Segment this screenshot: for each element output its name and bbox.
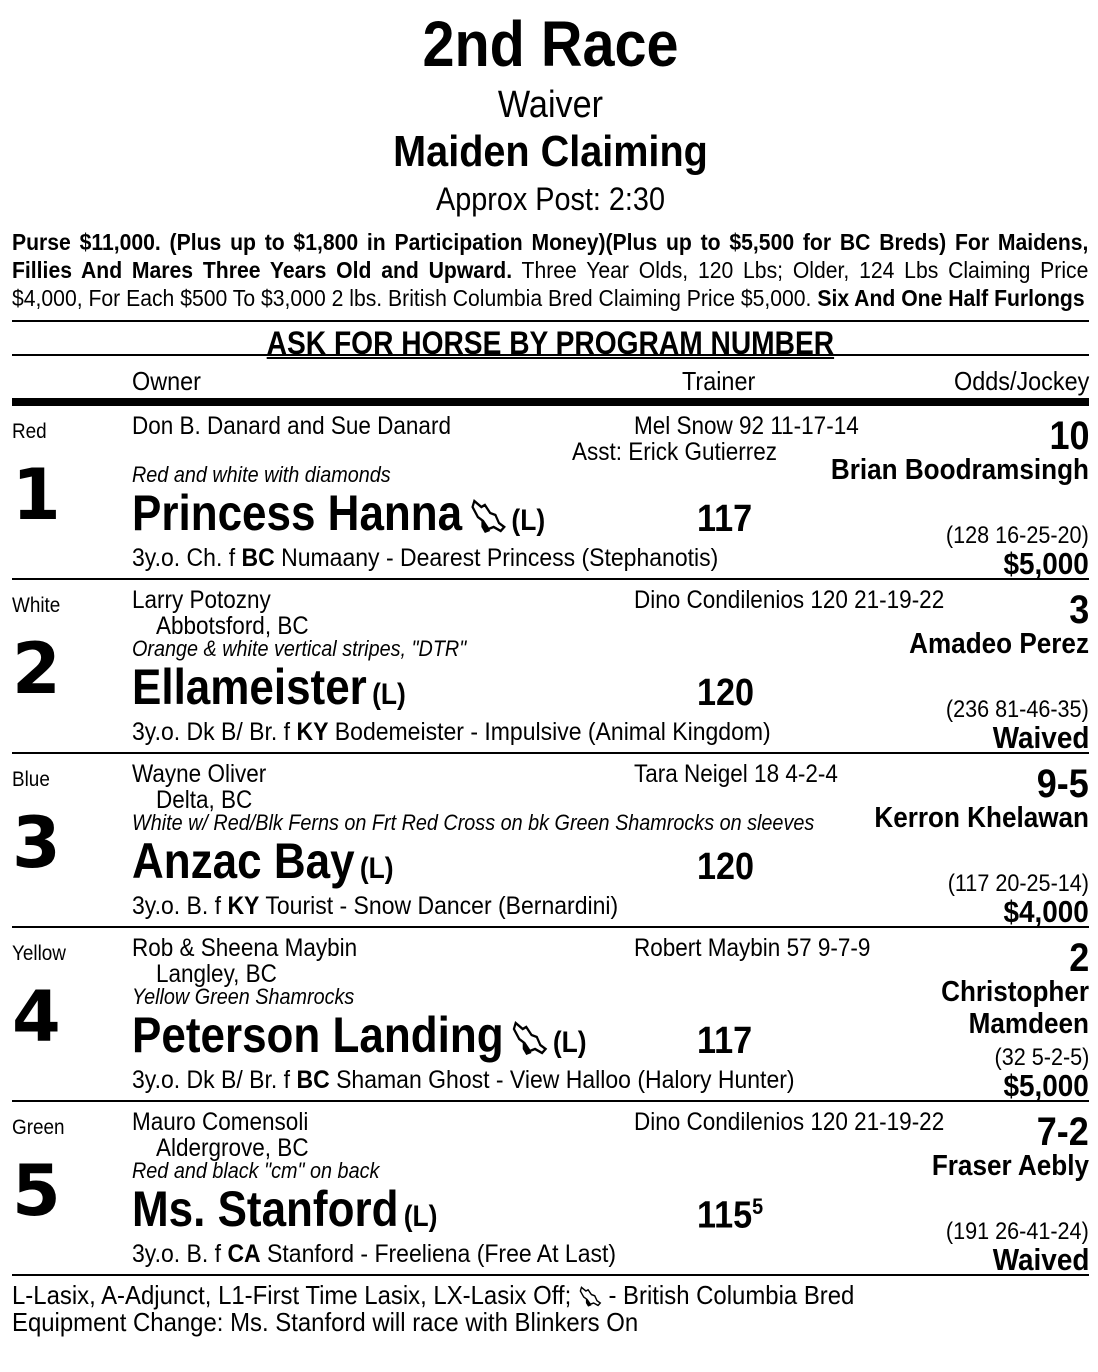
jockey-stats: (128 16-25-20) (946, 522, 1089, 549)
footer (12, 1282, 1003, 1336)
morning-line-odds: 9-5 (1036, 762, 1089, 806)
horse-name-line (132, 1006, 587, 1064)
weight (697, 1020, 752, 1063)
pedigree-state: KY (296, 718, 329, 746)
owner: Mauro Comensoli (132, 1108, 309, 1136)
jockey: Brian Boodramsingh (830, 454, 1089, 486)
morning-line-odds: 3 (1068, 588, 1089, 632)
weight-value: 120 (697, 672, 755, 714)
morning-line-odds: 2 (1068, 936, 1089, 980)
pedigree-age-sex: 3y.o. B. f (132, 892, 228, 920)
equipment-change: Equipment Change: Ms. Stanford will race with Blinkers On (12, 1307, 639, 1338)
claiming-price: $4,000 (1003, 894, 1089, 929)
pedigree (132, 1240, 616, 1269)
program-number: 4 (12, 976, 61, 1058)
silks-description: White w/ Red/Blk Ferns on Frt Red Cross on bk Green Shamrocks on sleeves (132, 810, 815, 835)
owner-location: Aldergrove, BC (156, 1134, 309, 1162)
trainer: Robert Maybin 57 9-7-9 (634, 934, 871, 962)
race-header (12, 4, 1089, 220)
entry-row (12, 1102, 1089, 1276)
program-number: 3 (12, 802, 61, 884)
horse-name: Princess Hanna (132, 485, 463, 541)
ask-banner-wrap (12, 320, 1089, 361)
silks-description: Yellow Green Shamrocks (132, 984, 355, 1009)
entry-row (12, 580, 1089, 754)
medication: (L) (552, 1026, 587, 1059)
pedigree-age-sex: 3y.o. B. f (132, 1240, 228, 1268)
jockey-stats: (236 81-46-35) (946, 696, 1089, 723)
pedigree-age-sex: 3y.o. Dk B/ Br. f (132, 1066, 297, 1094)
assistant-trainer: Asst: Erick Gutierrez (572, 438, 778, 466)
pedigree-state: BC (241, 544, 275, 572)
jockey: Christopher Mamdeen (941, 976, 1089, 1040)
horse-name: Peterson Landing (132, 1007, 504, 1063)
saddlecloth-color: Red (12, 420, 47, 443)
pedigree-state: BC (296, 1066, 330, 1094)
medication: (L) (372, 678, 406, 711)
entry-row (12, 406, 1089, 580)
pedigree-age-sex: 3y.o. Ch. f (132, 544, 242, 572)
morning-line-odds: 7-2 (1036, 1110, 1089, 1154)
pedigree-state: KY (227, 892, 260, 920)
column-headers (12, 356, 1089, 398)
ask-banner: ASK FOR HORSE BY PROGRAM NUMBER (266, 325, 835, 361)
bc-bred-icon (578, 1285, 602, 1309)
pedigree-breeding: Bodemeister - Impulsive (Animal Kingdom) (328, 718, 771, 746)
race-conditions (12, 228, 1088, 312)
horse-name-line (132, 832, 394, 890)
trainer: Tara Neigel 18 4-2-4 (634, 760, 838, 788)
horse-name-line (132, 484, 545, 542)
bc-bred-icon (511, 1019, 548, 1059)
owner: Rob & Sheena Maybin (132, 934, 358, 962)
pedigree-breeding: Shaman Ghost - View Halloo (Halory Hunter) (329, 1066, 795, 1094)
program-number: 1 (12, 454, 61, 536)
pedigree (132, 544, 718, 573)
col-odds-jockey: Odds/Jockey (953, 366, 1089, 396)
entry-row (12, 754, 1089, 928)
weight (697, 1194, 763, 1238)
saddlecloth-color: Blue (12, 768, 50, 791)
pedigree-age-sex: 3y.o. Dk B/ Br. f (132, 718, 297, 746)
horse-name: Ms. Stanford (132, 1181, 399, 1237)
jockey: Fraser Aebly (931, 1150, 1089, 1182)
medication: (L) (359, 852, 394, 885)
jockey-stats: (117 20-25-14) (947, 870, 1089, 897)
horse-name: Ellameister (132, 659, 367, 715)
owner: Don B. Danard and Sue Danard (132, 412, 451, 440)
race-title: 2nd Race (422, 8, 679, 80)
claiming-price: Waived (992, 1242, 1089, 1277)
weight (697, 498, 752, 541)
conditions-purse: Purse $11,000. (Plus up to $1,800 in Participation Money)(Plus up to $5,500 for BC Breds) For Maidens, Fillies And Mares Three Years Old and Upward. (12, 229, 1089, 283)
trainer: Dino Condilenios 120 21-19-22 (634, 1108, 945, 1136)
pedigree-breeding: Stanford - Freeliena (Free At Last) (260, 1240, 617, 1268)
claiming-price: Waived (992, 720, 1089, 755)
weight-value: 117 (697, 1020, 753, 1062)
weight (697, 672, 754, 715)
legend (12, 1282, 1003, 1309)
pedigree (132, 892, 618, 921)
weight-value: 120 (697, 846, 755, 888)
weight-value: 115 (697, 1194, 753, 1237)
conditions-weights: Three Year Olds, 120 Lbs; Older, 124 Lbs Claiming Price $4,000, For Each $500 To $3,000 2 lbs. British Columbia Bred Claiming Price $5,000. (12, 257, 1089, 311)
pedigree-breeding: Tourist - Snow Dancer (Bernardini) (259, 892, 619, 920)
owner-location: Delta, BC (156, 786, 253, 814)
program-number: 2 (12, 628, 61, 710)
jockey-stats: (32 5-2-5) (994, 1044, 1089, 1071)
owner-location: Abbotsford, BC (156, 612, 309, 640)
silks-description: Orange & white vertical stripes, "DTR" (132, 636, 467, 661)
bc-bred-icon (469, 497, 506, 537)
horse-name-line (132, 1180, 437, 1238)
program-number: 5 (12, 1150, 61, 1232)
owner: Larry Potozny (132, 586, 271, 614)
trainer: Mel Snow 92 11-17-14 (634, 412, 859, 440)
saddlecloth-color: Green (12, 1116, 65, 1139)
trainer: Dino Condilenios 120 21-19-22 (634, 586, 945, 614)
jockey: Kerron Khelawan (874, 802, 1089, 834)
pedigree (132, 1066, 795, 1095)
jockey-stats: (191 26-41-24) (946, 1218, 1089, 1245)
saddlecloth-color: White (12, 594, 61, 617)
post-time: Approx Post: 2:30 (436, 181, 665, 217)
medication: (L) (511, 504, 546, 537)
weight (697, 846, 754, 889)
col-owner: Owner (132, 366, 201, 396)
legend-bc-text: - British Columbia Bred (601, 1280, 855, 1310)
pedigree-breeding: Numaany - Dearest Princess (Stephanotis) (274, 544, 719, 572)
conditions-distance: Six And One Half Furlongs (817, 285, 1085, 311)
race-type: Maiden Claiming (393, 127, 708, 176)
entry-row (12, 928, 1089, 1102)
silks-description: Red and white with diamonds (132, 462, 391, 487)
morning-line-odds: 10 (1048, 414, 1089, 458)
medication: (L) (403, 1200, 438, 1233)
claiming-price: $5,000 (1003, 546, 1089, 581)
legend-text: L-Lasix, A-Adjunct, L1-First Time Lasix, LX-Lasix Off; (12, 1280, 578, 1310)
owner: Wayne Oliver (132, 760, 267, 788)
race-program-page (12, 0, 1089, 1336)
horse-name-line (132, 658, 406, 716)
header-rule (12, 398, 1089, 406)
saddlecloth-color: Yellow (12, 942, 66, 965)
col-trainer: Trainer (682, 366, 756, 396)
horse-name: Anzac Bay (132, 833, 355, 889)
pedigree-state: CA (227, 1240, 261, 1268)
apprentice-allowance: 5 (752, 1194, 764, 1219)
owner-location: Langley, BC (156, 960, 277, 988)
weight-value: 117 (697, 498, 753, 540)
race-subtitle: Waiver (497, 84, 604, 126)
jockey: Amadeo Perez (909, 628, 1089, 660)
claiming-price: $5,000 (1003, 1068, 1089, 1103)
pedigree (132, 718, 771, 747)
silks-description: Red and black "cm" on back (132, 1158, 380, 1183)
entries-list (12, 406, 1089, 1276)
